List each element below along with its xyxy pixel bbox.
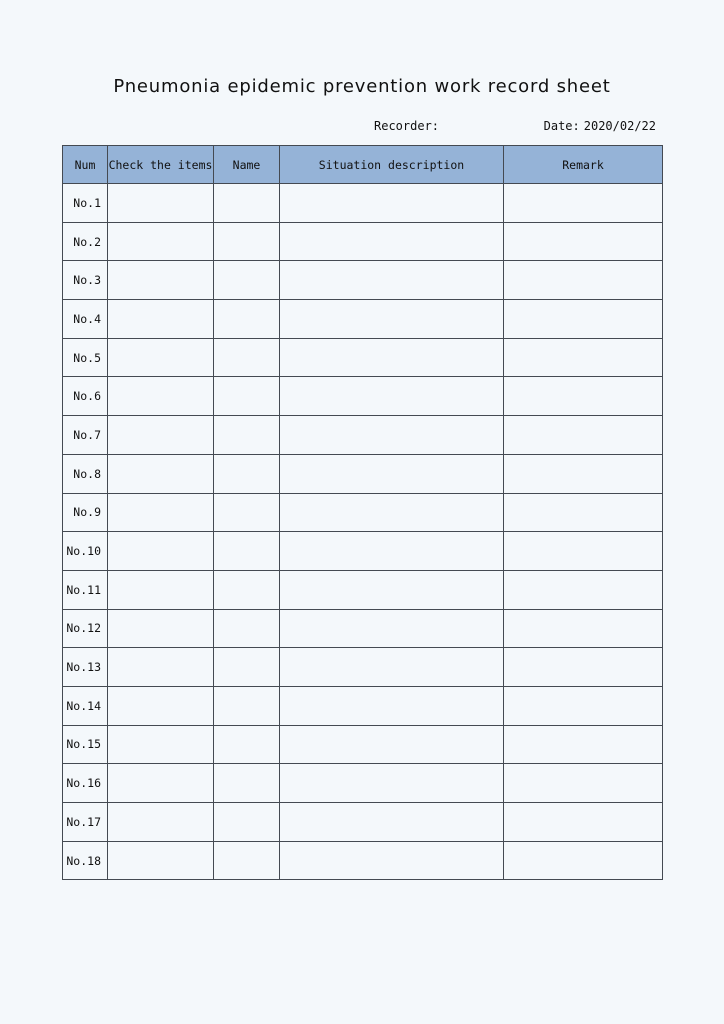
remark-cell[interactable] [504,570,663,609]
remark-cell[interactable] [504,184,663,223]
table-row [63,725,663,764]
check-items-cell[interactable] [108,841,214,880]
remark-cell[interactable] [504,222,663,261]
table-row [63,841,663,880]
row-number: No.16 [63,764,108,803]
remark-cell[interactable] [504,803,663,842]
row-number: No.10 [63,532,108,571]
remark-cell[interactable] [504,686,663,725]
table-row [63,184,663,223]
situation-description-cell[interactable] [280,454,504,493]
table-row [63,416,663,455]
situation-description-cell[interactable] [280,261,504,300]
remark-cell[interactable] [504,454,663,493]
name-cell[interactable] [214,764,280,803]
name-cell[interactable] [214,493,280,532]
check-items-cell[interactable] [108,803,214,842]
check-items-cell[interactable] [108,570,214,609]
remark-cell[interactable] [504,725,663,764]
situation-description-cell[interactable] [280,222,504,261]
name-cell[interactable] [214,725,280,764]
name-cell[interactable] [214,261,280,300]
situation-description-cell[interactable] [280,493,504,532]
recorder-field [374,119,439,133]
name-cell[interactable] [214,648,280,687]
name-cell[interactable] [214,454,280,493]
table-row [63,300,663,339]
remark-cell[interactable] [504,764,663,803]
header-remark: Remark [504,146,663,184]
date-field [544,119,656,133]
row-number: No.12 [63,609,108,648]
name-cell[interactable] [214,570,280,609]
situation-description-cell[interactable] [280,764,504,803]
check-items-cell[interactable] [108,222,214,261]
remark-cell[interactable] [504,377,663,416]
situation-description-cell[interactable] [280,648,504,687]
row-number: No.11 [63,570,108,609]
situation-description-cell[interactable] [280,416,504,455]
row-number: No.4 [63,300,108,339]
check-items-cell[interactable] [108,686,214,725]
name-cell[interactable] [214,416,280,455]
situation-description-cell[interactable] [280,570,504,609]
table-row [63,454,663,493]
situation-description-cell[interactable] [280,686,504,725]
situation-description-cell[interactable] [280,338,504,377]
date-value: 2020/02/22 [583,119,656,133]
name-cell[interactable] [214,803,280,842]
table-row [63,609,663,648]
row-number: No.9 [63,493,108,532]
check-items-cell[interactable] [108,261,214,300]
header-num: Num [63,146,108,184]
remark-cell[interactable] [504,648,663,687]
check-items-cell[interactable] [108,454,214,493]
name-cell[interactable] [214,686,280,725]
situation-description-cell[interactable] [280,609,504,648]
header-check-items: Check the items [108,146,214,184]
remark-cell[interactable] [504,338,663,377]
header-row [63,146,663,184]
situation-description-cell[interactable] [280,300,504,339]
remark-cell[interactable] [504,609,663,648]
situation-description-cell[interactable] [280,377,504,416]
remark-cell[interactable] [504,261,663,300]
check-items-cell[interactable] [108,338,214,377]
remark-cell[interactable] [504,841,663,880]
check-items-cell[interactable] [108,532,214,571]
name-cell[interactable] [214,841,280,880]
row-number: No.5 [63,338,108,377]
row-number: No.15 [63,725,108,764]
name-cell[interactable] [214,609,280,648]
name-cell[interactable] [214,222,280,261]
check-items-cell[interactable] [108,493,214,532]
name-cell[interactable] [214,338,280,377]
table-row [63,803,663,842]
row-number: No.7 [63,416,108,455]
row-number: No.1 [63,184,108,223]
table-row [63,648,663,687]
header-name: Name [214,146,280,184]
recorder-label: Recorder: [374,119,440,133]
name-cell[interactable] [214,377,280,416]
row-number: No.18 [63,841,108,880]
table-row [63,764,663,803]
record-table [62,145,663,880]
check-items-cell[interactable] [108,416,214,455]
check-items-cell[interactable] [108,609,214,648]
name-cell[interactable] [214,184,280,223]
row-number: No.3 [63,261,108,300]
name-cell[interactable] [214,532,280,571]
table-row [63,338,663,377]
table-row [63,570,663,609]
row-number: No.8 [63,454,108,493]
check-items-cell[interactable] [108,377,214,416]
check-items-cell[interactable] [108,725,214,764]
situation-description-cell[interactable] [280,532,504,571]
row-number: No.14 [63,686,108,725]
row-number: No.6 [63,377,108,416]
situation-description-cell[interactable] [280,841,504,880]
table-row [63,493,663,532]
remark-cell[interactable] [504,300,663,339]
remark-cell[interactable] [504,416,663,455]
header-situation-description: Situation description [280,146,504,184]
name-cell[interactable] [214,300,280,339]
check-items-cell[interactable] [108,300,214,339]
remark-cell[interactable] [504,532,663,571]
document-title: Pneumonia epidemic prevention work record sheet [113,76,611,97]
remark-cell[interactable] [504,493,663,532]
row-number: No.13 [63,648,108,687]
check-items-cell[interactable] [108,184,214,223]
table-row [63,686,663,725]
check-items-cell[interactable] [108,648,214,687]
situation-description-cell[interactable] [280,803,504,842]
check-items-cell[interactable] [108,764,214,803]
row-number: No.17 [63,803,108,842]
date-label: Date: [543,119,580,133]
row-number: No.2 [63,222,108,261]
table-row [63,222,663,261]
table-row [63,377,663,416]
situation-description-cell[interactable] [280,725,504,764]
table-row [63,261,663,300]
situation-description-cell[interactable] [280,184,504,223]
table-row [63,532,663,571]
